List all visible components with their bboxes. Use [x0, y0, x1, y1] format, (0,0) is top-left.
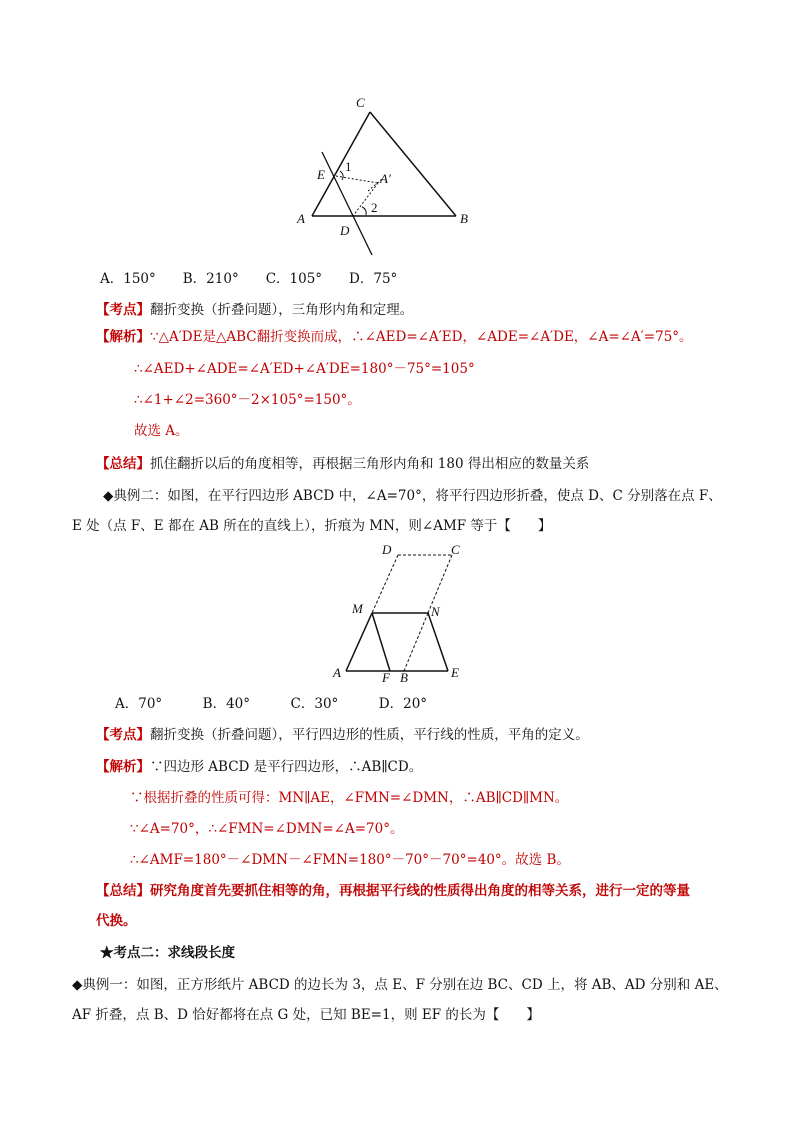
label-A: A [333, 665, 341, 680]
label-E: E [451, 665, 459, 680]
jiexi-text: ∵△A′DE是△ABC翻折变换而成，∴∠AED=∠A′ED，∠ADE=∠A′DE，∠A=∠A′=75°。 [150, 329, 693, 345]
label-A-prime: A′ [380, 171, 391, 186]
kaodian-text: 翻折变换（折叠问题），平行四边形的性质，平行线的性质，平角的定义。 [150, 727, 589, 743]
jiexi-text: ∵四边形 ABCD 是平行四边形，∴AB∥CD。 [150, 759, 423, 775]
jiexi-tag: 【解析】 [96, 329, 150, 345]
q1-jiexi-line3: ∴∠1+∠2=360°－2×105°=150°。 [134, 392, 361, 408]
label-C: C [451, 542, 460, 557]
q2-zongjie-line1 [96, 882, 690, 900]
q2-zongjie-line2: 代换。 [96, 913, 137, 929]
q1-options: A．150° B．210° C．105° D．75° [100, 271, 398, 287]
section2-heading: ★考点二：求线段长度 [100, 945, 235, 961]
example2-line1: ◆典例二：如图，在平行四边形 ABCD 中，∠A=70°，将平行四边形折叠，使点 D、C 分别落在点 F、 [103, 488, 722, 504]
label-B: B [400, 670, 408, 685]
q1-jiexi-line2: ∴∠AED+∠ADE=∠A′ED+∠A′DE=180°－75°=105° [134, 361, 475, 377]
q2-options: A．70° B．40° C．30° D．20° [115, 696, 428, 712]
q2-jiexi-line2: ∵根据折叠的性质可得：MN∥AE，∠FMN=∠DMN，∴AB∥CD∥MN。 [130, 790, 569, 806]
label-1: 1 [345, 159, 352, 174]
edge-MF [372, 613, 390, 671]
example3-line2: AF 折叠，点 B、D 恰好都将在点 G 处，已知 BE=1，则 EF 的长为【 】 [72, 1007, 540, 1023]
angle-2-arc [362, 207, 366, 215]
q1-jiexi-line4: 故选 A。 [134, 423, 189, 439]
figure-parallelogram-fold [330, 540, 470, 685]
q1-zongjie [96, 455, 589, 473]
dashed-DM [372, 555, 398, 613]
kaodian-tag: 【考点】 [96, 727, 150, 743]
label-A: A [297, 211, 305, 226]
example3-line1: ◆典例一：如图，正方形纸片 ABCD 的边长为 3，点 E、F 分别在边 BC、CD 上，将 AB、AD 分别和 AE、 [72, 977, 728, 993]
q2-jiexi-line4: ∴∠AMF=180°－∠DMN－∠FMN=180°－70°－70°=40°。故选 B。 [130, 852, 570, 868]
label-D: D [382, 542, 392, 557]
q1-jiexi-line1 [96, 328, 693, 346]
label-E: E [317, 167, 325, 182]
kaodian-text: 翻折变换（折叠问题），三角形内角和定理。 [150, 302, 414, 318]
q2-jiexi-line3: ∵∠A=70°，∴∠FMN=∠DMN=∠A=70°。 [130, 821, 404, 837]
edge-AM [346, 613, 372, 671]
edge-NE [428, 613, 448, 671]
figure-triangle-fold [290, 95, 480, 255]
zongjie-text: 研究角度首先要抓住相等的角，再根据平行线的性质得出角度的相等关系，进行一定的等量 [150, 883, 690, 899]
q2-kaodian [96, 726, 589, 744]
zongjie-tag: 【总结】 [96, 883, 150, 899]
angle-1-arc [340, 171, 343, 180]
label-N: N [431, 604, 440, 619]
label-B: B [460, 211, 468, 226]
zongjie-tag: 【总结】 [96, 456, 150, 472]
label-D: D [340, 223, 350, 238]
dashed-NB [404, 613, 428, 671]
q2-jiexi-line1 [96, 758, 422, 776]
edge-AC [312, 112, 370, 216]
label-F: F [382, 670, 390, 685]
example2-line2: E 处（点 F、E 都在 AB 所在的直线上），折痕为 MN，则∠AMF 等于【 】 [72, 518, 552, 534]
jiexi-tag: 【解析】 [96, 759, 150, 775]
label-M: M [352, 601, 363, 616]
edge-CB [370, 112, 456, 216]
label-C: C [356, 95, 365, 110]
label-2: 2 [371, 200, 378, 215]
kaodian-tag: 【考点】 [96, 302, 150, 318]
zongjie-text: 抓住翻折以后的角度相等，再根据三角形内角和 180 得出相应的数量关系 [150, 456, 590, 472]
q1-kaodian [96, 301, 413, 319]
